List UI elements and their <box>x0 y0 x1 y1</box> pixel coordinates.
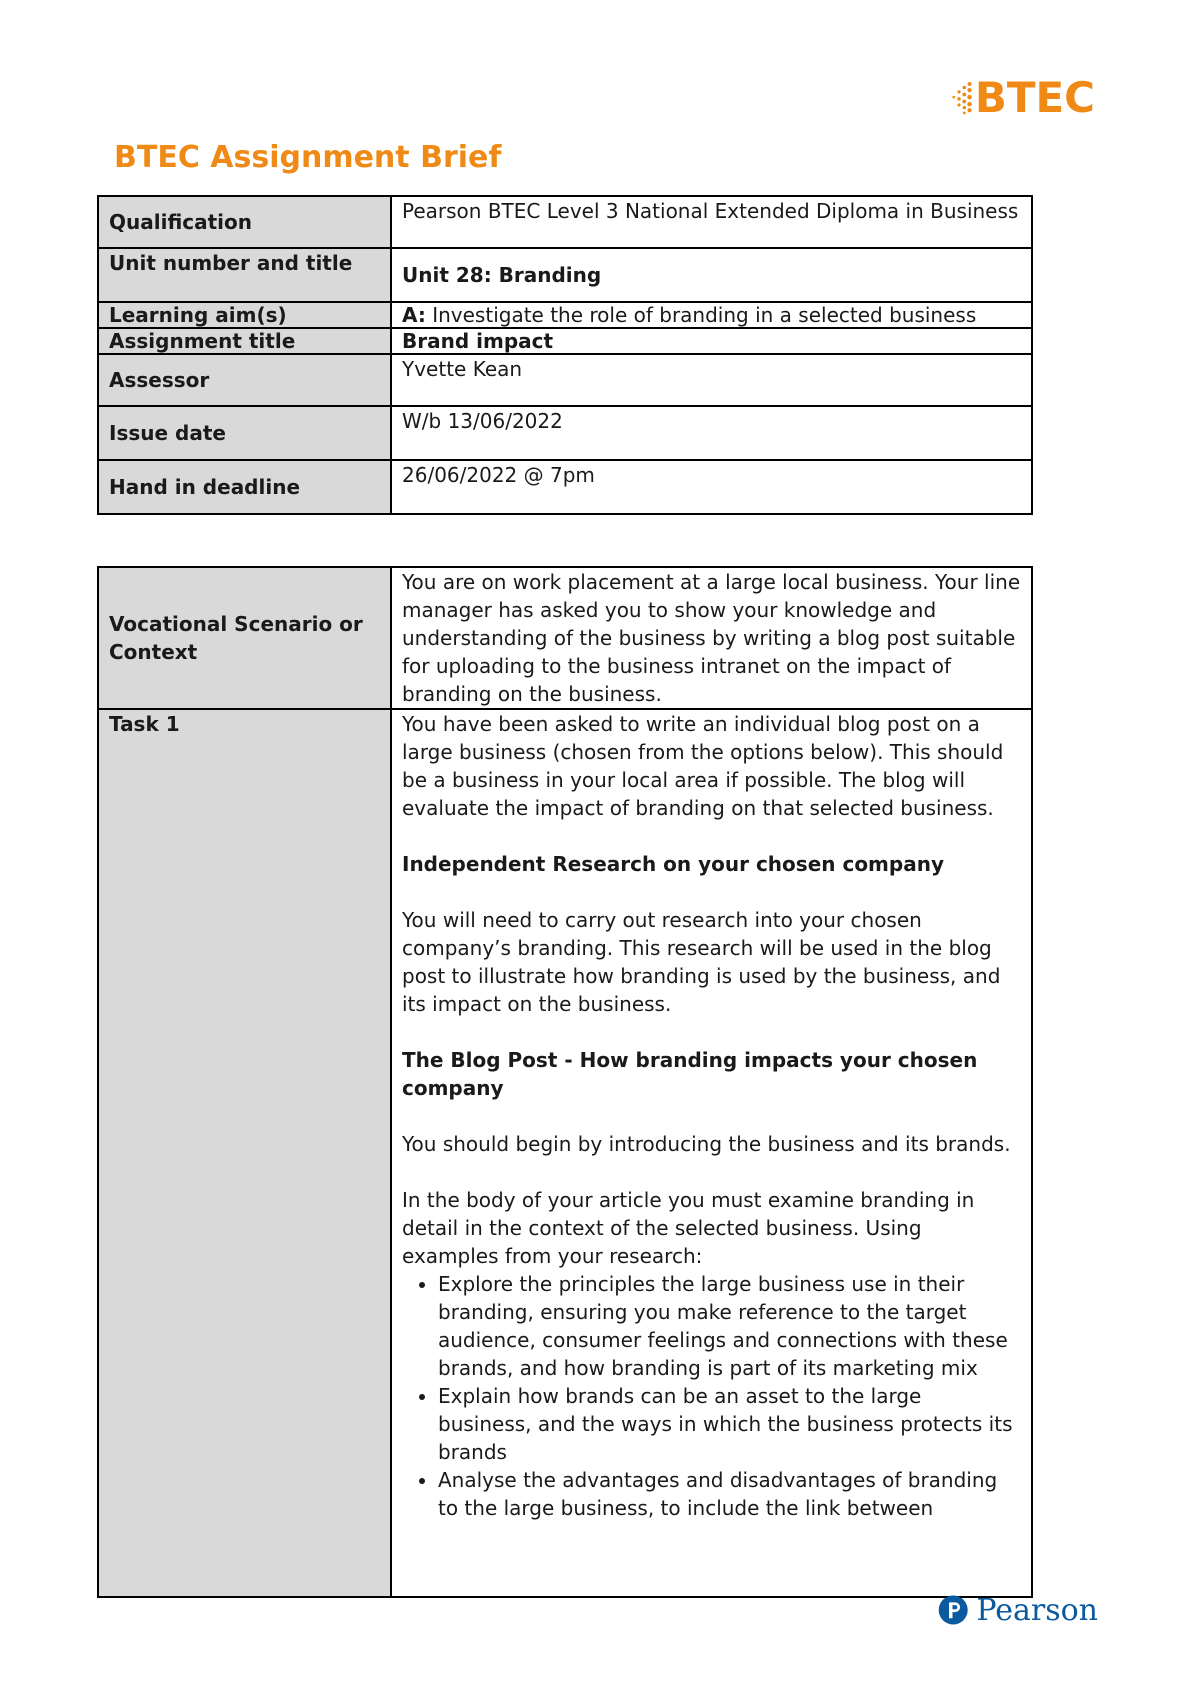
task-content <box>391 709 1032 1597</box>
deadline-label: Hand in deadline <box>98 460 391 514</box>
table-row <box>98 196 1032 248</box>
unit-value <box>391 248 1032 302</box>
assessor-value: Yvette Kean <box>391 354 1032 406</box>
scenario-text: You are on work placement at a large local business. Your line manager has asked you to show your knowledge and understanding of the business by writing a blog post suitable for uploading to the business intranet on the impact of branding on the business. <box>391 567 1032 709</box>
table-row <box>98 406 1032 460</box>
blog-intro: You should begin by introducing the business and its brands. <box>402 1132 1011 1156</box>
body-intro: In the body of your article you must examine branding in detail in the context of the selected business. Using examples from your research: <box>402 1188 975 1268</box>
issue-date-label: Issue date <box>98 406 391 460</box>
assignment-brief-table <box>97 566 1033 1598</box>
task-content-clip <box>402 710 1021 1594</box>
btec-logo-text: BTEC <box>974 73 1095 122</box>
table-row <box>98 709 1032 1597</box>
assessor-label: Assessor <box>98 354 391 406</box>
list-item: • Explain how brands can be an asset to the large business, and the ways in which the business protects its brands <box>438 1382 1021 1466</box>
blog-heading: The Blog Post - How branding impacts your chosen company <box>402 1048 978 1100</box>
page-title: BTEC Assignment Brief <box>114 140 502 175</box>
assignment-title-value: Brand impact <box>391 328 1032 354</box>
research-heading: Independent Research on your chosen company <box>402 852 944 876</box>
qualification-value: Pearson BTEC Level 3 National Extended Diploma in Business <box>391 196 1032 248</box>
scenario-label: Vocational Scenario or Context <box>98 567 391 709</box>
list-item: • Explore the principles the large business use in their branding, ensuring you make reference to the target audience, consumer feelings and connections with these brands, and how branding is part of its marketing mix <box>438 1270 1021 1382</box>
btec-dots-icon <box>945 78 975 118</box>
table-row <box>98 567 1032 709</box>
list-item: • Analyse the advantages and disadvantages of branding to the large business, to include the link between <box>438 1466 1021 1522</box>
table-row <box>98 354 1032 406</box>
learning-aims-label: Learning aim(s) <box>98 302 391 328</box>
pearson-logo <box>938 1584 1098 1636</box>
unit-title: Unit 28: Branding <box>402 263 602 287</box>
learning-aim-text: Investigate the role of branding in a selected business <box>425 303 977 327</box>
task-intro: You have been asked to write an individual blog post on a large business (chosen from the options below). This should be a business in your local area if possible. The blog will evaluate the impact of branding on that selected business. <box>402 712 1004 820</box>
task-label: Task 1 <box>98 709 391 1597</box>
qualification-label: Qualification <box>98 196 391 248</box>
pearson-logo-text: Pearson <box>976 1592 1098 1628</box>
research-text: You will need to carry out research into your chosen company’s branding. This research will be used in the blog post to illustrate how branding is used by the business, and its impact on the business. <box>402 908 1001 1016</box>
deadline-value: 26/06/2022 @ 7pm <box>391 460 1032 514</box>
table-row <box>98 328 1032 354</box>
unit-label: Unit number and title <box>98 248 391 302</box>
btec-logo <box>945 74 1095 122</box>
pearson-p-icon <box>938 1588 968 1632</box>
table-row <box>98 460 1032 514</box>
requirements-list <box>402 1270 1021 1522</box>
assignment-title-label: Assignment title <box>98 328 391 354</box>
table-row <box>98 302 1032 328</box>
issue-date-value: W/b 13/06/2022 <box>391 406 1032 460</box>
learning-aims-value <box>391 302 1032 328</box>
table-row <box>98 248 1032 302</box>
learning-aim-prefix: A: <box>402 303 426 327</box>
assignment-details-table <box>97 195 1033 515</box>
